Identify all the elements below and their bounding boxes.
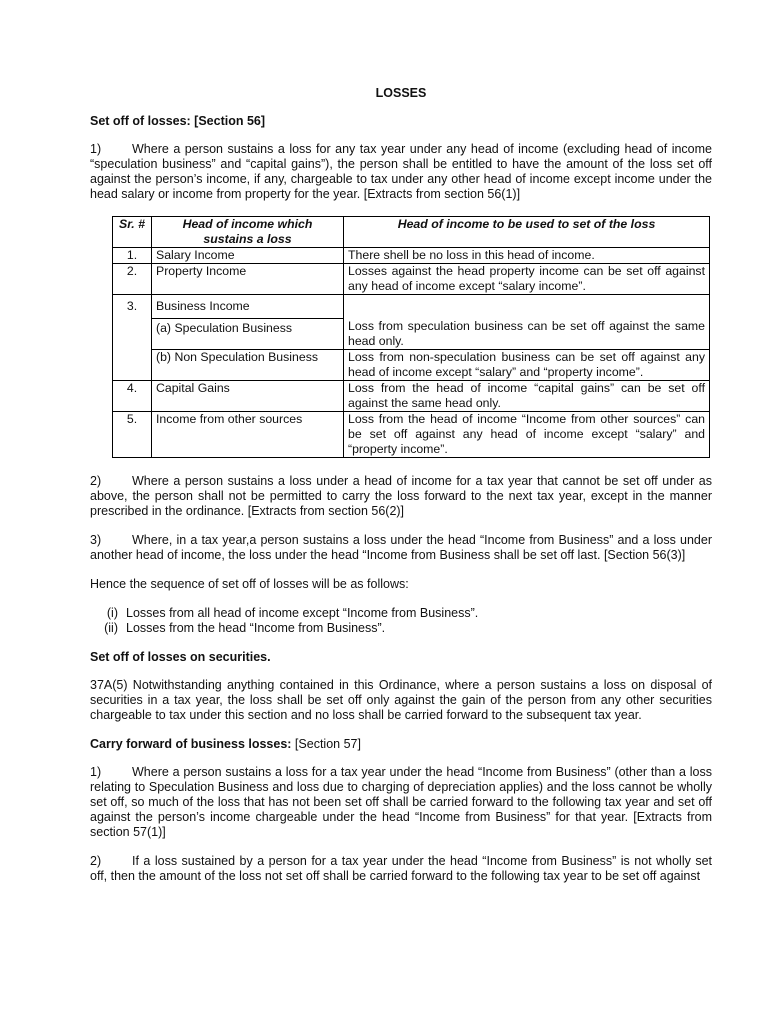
cell-head: (a) Speculation Business: [152, 319, 344, 350]
paragraph-number: 3): [90, 532, 102, 547]
section-57-heading-bold: Carry forward of business losses:: [90, 736, 292, 751]
list-item-number: (ii): [104, 620, 118, 635]
paragraph-text: Where a person sustains a loss under a head of income for a tax year that cannot be set off under as above, the person shall not be permitted to carry the loss forward to the next tax year, except in the manner prescribed in the ordinance. [Extracts from section 56(2)]: [90, 473, 712, 518]
table-row: [113, 319, 710, 350]
section-57-heading: [90, 737, 712, 751]
table-row: [113, 248, 710, 264]
table-row: [113, 264, 710, 295]
list-item-number: (i): [106, 605, 118, 620]
cell-sr: 3.: [113, 295, 152, 381]
table-row: [113, 295, 710, 319]
sequence-list: [90, 606, 712, 636]
section-57-heading-ref: [Section 57]: [291, 736, 361, 751]
cell-use: Loss from non-speculation business can be set off against any head of income except “salary” and “property income”.: [344, 349, 710, 380]
list-item: [90, 621, 712, 636]
sequence-intro: Hence the sequence of set off of losses will be as follows:: [90, 576, 409, 591]
page-title: LOSSES: [375, 86, 427, 100]
column-header-use: Head of income to be used to set of the loss: [344, 217, 710, 248]
paragraph-text: Where a person sustains a loss for any tax year under any head of income (excluding head of income “speculation business” and “capital gains”), the person shall be entitled to have the amount of the loss set off against the person’s income, if any, chargeable to tax under any other head of income except income under the head salary or income from property for the year. [Extracts from section 56(1)]: [90, 142, 712, 201]
paragraph-number: 2): [90, 853, 102, 868]
cell-head: Capital Gains: [152, 380, 344, 411]
cell-use: Loss from the head of income “capital gains” can be set off against the same head only.: [344, 380, 710, 411]
list-item-text: Losses from the head “Income from Business”.: [126, 620, 386, 635]
section-57-paragraph-2: [90, 854, 712, 884]
paragraph-number: 2): [90, 473, 102, 488]
section-56-heading: Set off of losses: [Section 56]: [90, 114, 266, 128]
section-56-paragraph-1: [90, 142, 712, 202]
list-item-text: Losses from all head of income except “Income from Business”.: [126, 605, 479, 620]
cell-use: There shell be no loss in this head of income.: [344, 248, 710, 264]
securities-paragraph: 37A(5) Notwithstanding anything contained in this Ordinance, where a person sustains a loss on disposal of securities in a tax year, the loss shall be set off only against the gain of the person from any other securities chargeable to tax under this section and no loss shall be carried forward to the subsequent tax year.: [90, 677, 712, 722]
section-56-paragraph-2: [90, 474, 712, 519]
cell-use: Loss from the head of income “Income from other sources” can be set off against any head of income except “salary” and “property income”.: [344, 411, 710, 457]
securities-heading: Set off of losses on securities.: [90, 649, 271, 664]
list-item: [90, 606, 712, 621]
cell-head: Income from other sources: [152, 411, 344, 457]
cell-sr: 5.: [113, 411, 152, 457]
section-56-paragraph-3: [90, 533, 712, 563]
table-row: [113, 411, 710, 457]
cell-sr: 1.: [113, 248, 152, 264]
document-page: [90, 86, 712, 898]
table-header-row: [113, 217, 710, 248]
cell-use-empty: [344, 295, 710, 319]
cell-head: Property Income: [152, 264, 344, 295]
loss-setoff-table: [112, 216, 710, 458]
paragraph-text: Where, in a tax year,a person sustains a loss under the head “Income from Business” and a loss under another head of income, the loss under the head “Income from Business shall be set off last. [Section 56(3)]: [90, 532, 712, 562]
section-57-paragraph-1: [90, 765, 712, 840]
cell-head: (b) Non Speculation Business: [152, 349, 344, 380]
column-header-head: Head of income which sustains a loss: [152, 217, 344, 248]
paragraph-text: If a loss sustained by a person for a tax year under the head “Income from Business” is not wholly set off, then the amount of the loss not set off shall be carried forward to the following tax year to be set off against: [90, 853, 712, 883]
cell-sr: 2.: [113, 264, 152, 295]
paragraph-text: Where a person sustains a loss for a tax year under the head “Income from Business” (other than a loss relating to Speculation Business and loss due to charging of depreciation applies) and the loss cannot be wholly set off, so much of the loss that has not been set off shall be carried forward to the following tax year and set off against the person’s income chargeable under the head “Income from Business” for that year. [Extracts from section 57(1)]: [90, 764, 712, 839]
cell-use: Loss from speculation business can be set off against the same head only.: [344, 319, 710, 350]
column-header-sr: Sr. #: [113, 217, 152, 248]
cell-head: Salary Income: [152, 248, 344, 264]
table-row: [113, 349, 710, 380]
cell-head: Business Income: [152, 295, 344, 319]
paragraph-number: 1): [90, 142, 102, 156]
paragraph-number: 1): [90, 764, 102, 779]
cell-sr: 4.: [113, 380, 152, 411]
cell-use: Losses against the head property income can be set off against any head of income except “salary income”.: [344, 264, 710, 295]
table-row: [113, 380, 710, 411]
